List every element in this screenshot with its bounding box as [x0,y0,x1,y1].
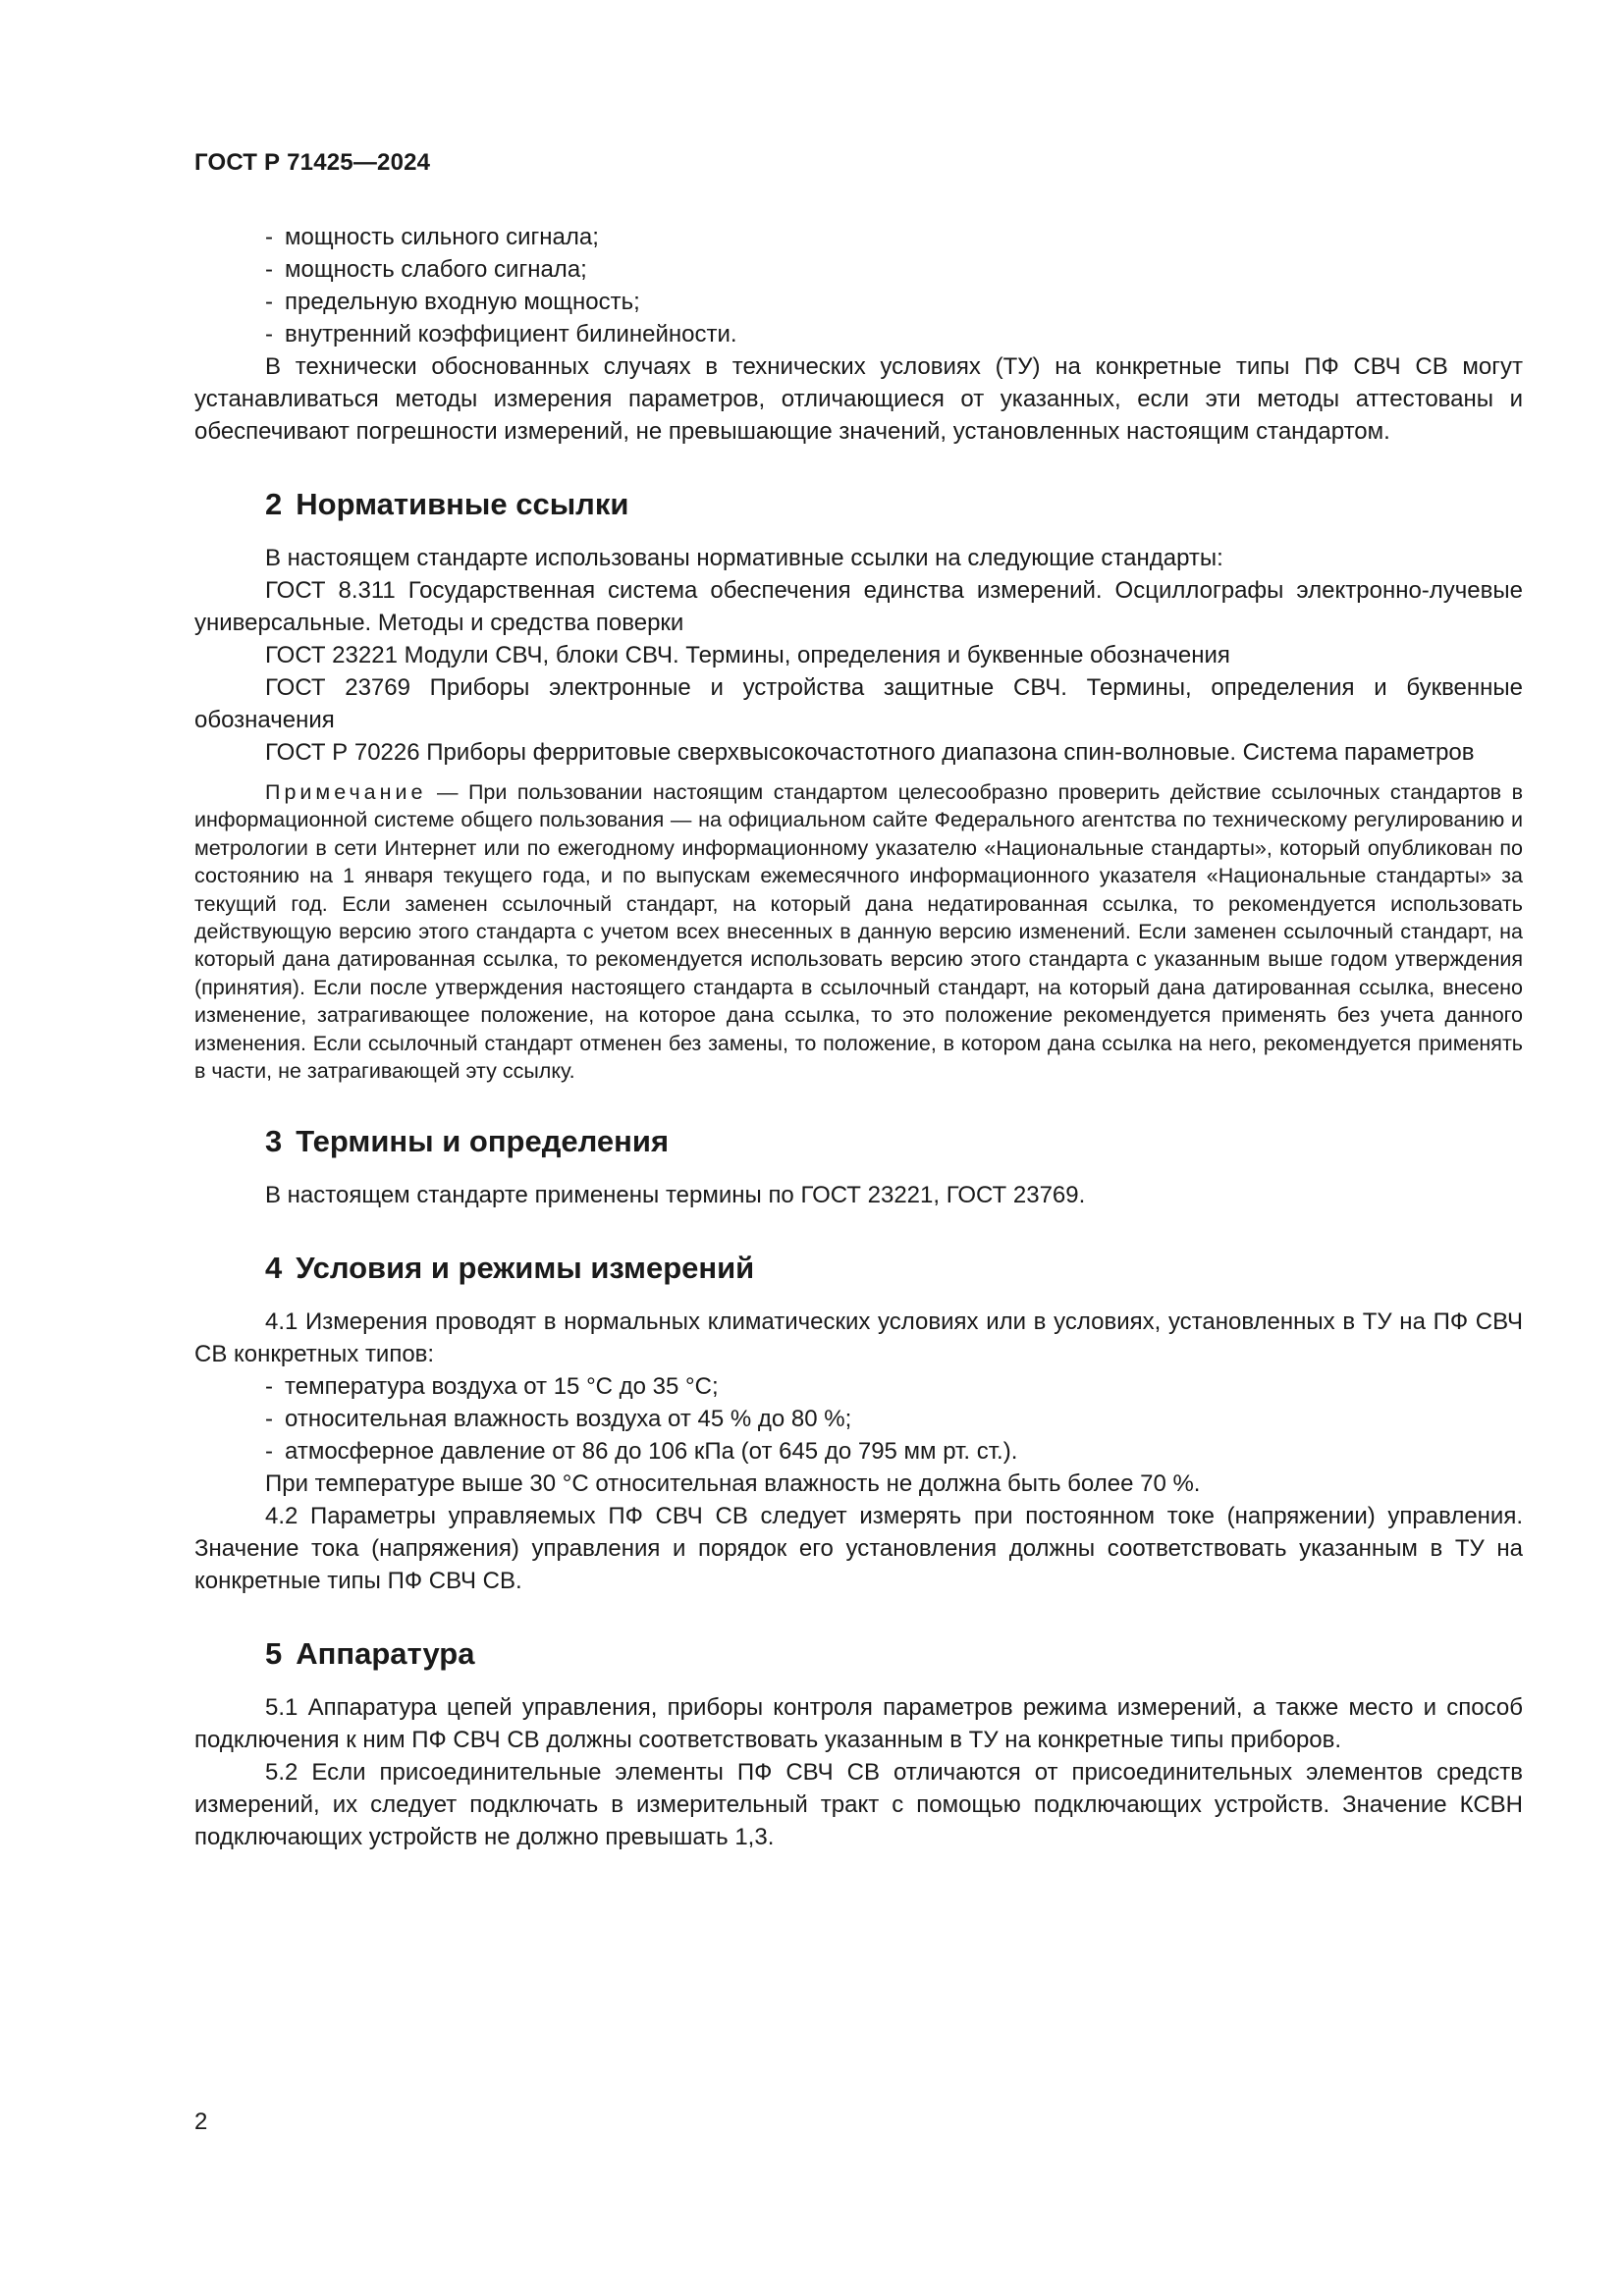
humidity-paragraph: При температуре выше 30 °С относительная влажность не должна быть более 70 %. [265,1470,1201,1498]
reference-item: ГОСТ 8.311 Государственная система обеспечения единства измерений. Осциллографы электронно-лучевые универсальные. Методы и средства поверки [194,577,1523,636]
document-body [194,221,1523,1853]
section-4-heading: 4 Условия и режимы измерений [265,1251,755,1286]
list-item: - мощность сильного сигнала; [265,224,599,250]
intro-paragraph: В технически обоснованных случаях в технических условиях (ТУ) на конкретные типы ПФ СВЧ СВ могут устанавливаться методы измерения параметров, отличающиеся от указанных, если эти методы аттестованы и обеспечивают погрешности измерений, не превышающие значений, установленных настоящим стандартом. [194,353,1523,445]
list-item: - температура воздуха от 15 °С до 35 °С; [265,1373,719,1401]
clause-5-1: 5.1 Аппаратура цепей управления, приборы контроля параметров режима измерений, а также место и способ подключения к ним ПФ СВЧ СВ должны соответствовать указанным в ТУ на конкретные типы приборов. [194,1694,1523,1754]
note-label: Примечание [265,780,427,804]
section-3-heading: 3 Термины и определения [265,1124,670,1159]
clause-5-2: 5.2 Если присоединительные элементы ПФ СВЧ СВ отличаются от присоединительных элементов средств измерений, их следует подключать в измерительный тракт с помощью подключающих устройств. Значение КСВН подключающих устройств не должно превышать 1,3. [194,1759,1523,1851]
document-header: ГОСТ Р 71425—2024 [194,149,431,176]
reference-item: ГОСТ 23221 Модули СВЧ, блоки СВЧ. Термины, определения и буквенные обозначения [265,642,1230,668]
clause-4-2: 4.2 Параметры управляемых ПФ СВЧ СВ следует измерять при постоянном токе (напряжении) управления. Значение тока (напряжения) управления и порядок его установления должны соответствовать указанным в ТУ на конкретные типы ПФ СВЧ СВ. [194,1503,1523,1595]
list-item: - внутренний коэффициент билинейности. [265,321,737,347]
clause-4-1: 4.1 Измерения проводят в нормальных климатических условиях или в условиях, установленных в ТУ на ПФ СВЧ СВ конкретных типов: [194,1308,1523,1368]
list-item: - мощность слабого сигнала; [265,256,587,283]
note-paragraph [194,778,1523,1085]
section-2-lead: В настоящем стандарте использованы нормативные ссылки на следующие стандарты: [265,545,1223,571]
reference-item: ГОСТ Р 70226 Приборы ферритовые сверхвысокочастотного диапазона спин-волновые. Система параметров [265,739,1475,766]
reference-item: ГОСТ 23769 Приборы электронные и устройства защитные СВЧ. Термины, определения и буквенные обозначения [194,674,1523,733]
section-2-heading: 2 Нормативные ссылки [265,487,629,521]
section-5-heading: 5 Аппаратура [265,1636,475,1672]
list-item: - атмосферное давление от 86 до 106 кПа (от 645 до 795 мм рт. ст.). [265,1438,1018,1466]
list-item: - относительная влажность воздуха от 45 % до 80 %; [265,1406,852,1433]
note-text: — При пользовании настоящим стандартом целесообразно проверить действие ссылочных стандартов в информационной системе общего пользования — на официальном сайте Федерального агентства по техническому регулированию и метрологии в сети Интернет или по ежегодному информационному указателю «Национальные стандарты», который опубликован по состоянию на 1 января текущего года, и по выпускам ежемесячного информационного указателя «Национальные стандарты» за текущий год. Если заменен ссылочный стандарт, на который дана недатированная ссылка, то рекомендуется использовать действующую версию этого стандарта с учетом всех внесенных в данную версию изменений. Если заменен ссылочный стандарт, на который дана датированная ссылка, то рекомендуется использовать версию этого стандарта с указанным выше годом утверждения (принятия). Если после утверждения настоящего стандарта в ссылочный стандарт, на который дана датированная ссылка, внесено изменение, затрагивающее положение, на которое дана ссылка, то это положение рекомендуется применять без учета данного изменения. Если ссылочный стандарт отменен без замены, то положение, в котором дана ссылка на него, рекомендуется применять в части, не затрагивающей эту ссылку. [194,780,1523,1084]
section-3-text: В настоящем стандарте применены термины по ГОСТ 23221, ГОСТ 23769. [265,1182,1086,1209]
page-number: 2 [194,2109,208,2135]
list-item: - предельную входную мощность; [265,289,640,315]
